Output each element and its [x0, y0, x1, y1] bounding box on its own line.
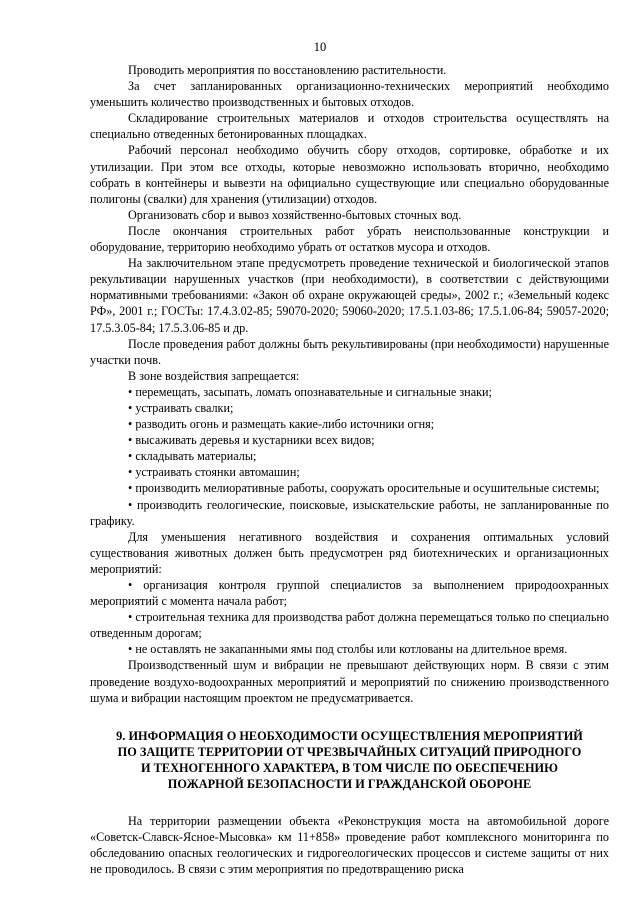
paragraph: Для уменьшения негативного воздействия и сохранения оптимальных условий существования животных должен быть предусмотрен ряд биотехнических и организационных мероприятий:	[90, 529, 609, 576]
paragraph: Рабочий персонал необходимо обучить сбору отходов, сортировке, обработке и их утилизации. При этом все отходы, которые невозможно использовать вторично, необходимо собрать в контейнеры и вывезти на официально существующие или специально оборудованные полигоны (свалки) для хранения (утилизации) отходов.	[90, 143, 609, 206]
paragraph: Складирование строительных материалов и отходов строительства осуществлять на специально отведенных бетонированных площадках.	[90, 111, 609, 142]
paragraph: После окончания строительных работ убрать неиспользованные конструкции и оборудование, территорию необходимо убрать от остатков мусора и отходов.	[90, 223, 609, 255]
list-item: • устраивать стоянки автомашин;	[128, 465, 300, 480]
heading-line: ПОЖАРНОЙ БЕЗОПАСНОСТИ И ГРАЖДАНСКОЙ ОБОРОНЕ	[167, 777, 532, 792]
list-item: • высаживать деревья и кустарники всех видов;	[128, 433, 375, 448]
list-item: • строительная техника для производства работ должна перемещаться только по специально отведенным дорогам;	[90, 610, 609, 641]
paragraph: После проведения работ должны быть рекультивированы (при необходимости) нарушенные участки почв.	[90, 336, 609, 367]
list-item: • разводить огонь и размещать какие-либо источники огня;	[128, 417, 435, 432]
list-item: • производить геологические, поисковые, изыскательские работы, не запланированные по графику.	[90, 497, 609, 528]
list-item: • не оставлять не закапанными ямы под столбы или котлованы на длительное время.	[128, 642, 568, 657]
paragraph: На территории размещении объекта «Реконструкция моста на автомобильной дороге «Советск-Славск-Ясное-Мысовка» км 11+858» проведение работ комплексного мониторинга по обследованию опасных геологических и гидрогеологических процессов и системе защиты от них не проводилось. В связи с этим мероприятия по предотвращению риска	[90, 813, 609, 876]
paragraph: На заключительном этапе предусмотреть проведение технической и биологической этапов рекультивации нарушенных участков (при необходимости), в соответствии с действующими нормативными требованиями: «Закон об охране окружающей среды», 2002 г.; «Земельный кодекс РФ», 2001 г.; ГОСТы: 17.4.3.02-85; 59070-2020; 59060-2020; 17.5.1.03-86; 17.5.1.06-84; 59057-2020; 17.5.3.05-84; 17.5.3.06-85 и др.	[90, 256, 609, 335]
paragraph: Проводить мероприятия по восстановлению растительности.	[128, 63, 447, 77]
page-content	[90, 62, 609, 877]
heading-line: И ТЕХНОГЕННОГО ХАРАКТЕРА, В ТОМ ЧИСЛЕ ПО ОБЕСПЕЧЕНИЮ	[141, 761, 558, 776]
page-number: 10	[313, 40, 327, 54]
prohibited-intro: В зоне воздействия запрещается:	[128, 368, 300, 383]
list-item: • перемещать, засыпать, ломать опознавательные и сигнальные знаки;	[128, 384, 492, 399]
list-item: • организация контроля группой специалистов за выполнением природоохранных мероприятий с момента начала работ;	[90, 578, 609, 609]
list-item: • устраивать свалки;	[128, 400, 234, 415]
list-item: • складывать материалы;	[128, 449, 257, 464]
paragraph: Производственный шум и вибрации не превышают действующих норм. В связи с этим проведение воздухо-водоохранных мероприятий и мероприятий по снижению производственного шума и вибрации настоящим проектом не предусматривается.	[90, 658, 609, 705]
list-item: • производить мелиоративные работы, сооружать оросительные и осушительные системы;	[128, 481, 600, 496]
section-heading	[90, 728, 609, 793]
heading-line: ПО ЗАЩИТЕ ТЕРРИТОРИИ ОТ ЧРЕЗВЫЧАЙНЫХ СИТУАЦИЙ ПРИРОДНОГО	[117, 744, 582, 759]
paragraph: За счет запланированных организационно-технических мероприятий необходимо уменьшить количество производственных и бытовых отходов.	[90, 79, 609, 110]
paragraph: Организовать сбор и вывоз хозяйственно-бытовых сточных вод.	[128, 207, 462, 222]
heading-line: 9. ИНФОРМАЦИЯ О НЕОБХОДИМОСТИ ОСУЩЕСТВЛЕНИЯ МЕРОПРИЯТИЙ	[116, 728, 583, 743]
